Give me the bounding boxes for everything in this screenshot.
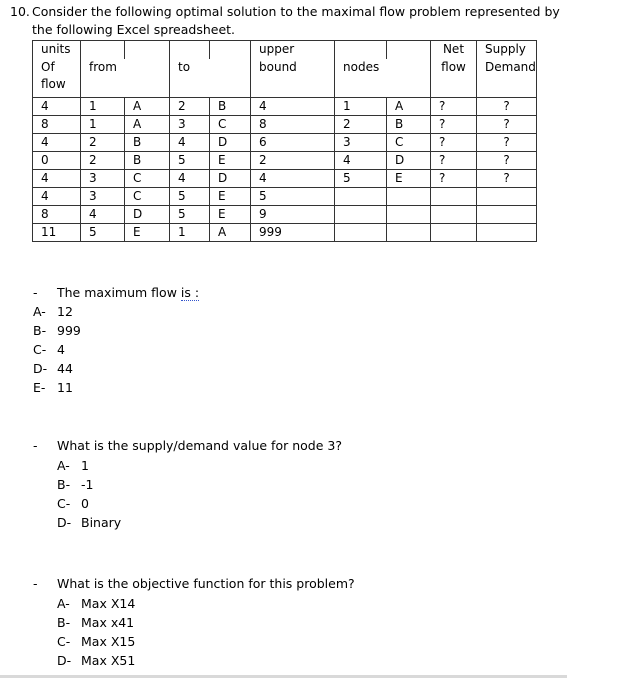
q1-text-tail: is : (180, 285, 200, 300)
header-units: units (33, 41, 81, 60)
question-line-1: Consider the following optimal solution to the maximal flow problem represented by (32, 4, 560, 19)
q1-bullet: - (33, 285, 38, 300)
q3-option-d[interactable]: D- Max X51 (57, 653, 136, 668)
spreadsheet-table (32, 40, 537, 242)
header-upper: upper (251, 41, 335, 60)
q1-option-c[interactable]: C- 4 (33, 342, 65, 357)
header-supply: Supply (477, 41, 537, 60)
header-row-2 (33, 59, 537, 98)
q1-text: The maximum flow (57, 285, 181, 300)
q2-bullet: - (33, 438, 38, 453)
q1-option-e[interactable]: E- 11 (33, 380, 73, 395)
q2-option-d[interactable]: D- Binary (57, 515, 122, 530)
q3-option-a[interactable]: A- Max X14 (57, 596, 136, 611)
header-bound: bound (251, 59, 335, 98)
q2-text: What is the supply/demand value for node 3? (57, 438, 342, 453)
table-row: 4 2 B 4 D 6 3 C ? ? (33, 134, 537, 152)
q2-option-c[interactable]: C- 0 (57, 496, 89, 511)
header-nodes: nodes (335, 59, 431, 98)
table-row: 8 1 A 3 C 8 2 B ? ? (33, 116, 537, 134)
question-number: 10. (10, 4, 30, 19)
table-row: 4 3 C 5 E 5 (33, 188, 537, 206)
header-net: Net (431, 41, 477, 60)
q1-option-d[interactable]: D- 44 (33, 361, 73, 376)
header-flow: flow (41, 77, 66, 91)
q2-option-a[interactable]: A- 1 (57, 458, 89, 473)
q3-bullet: - (33, 576, 38, 591)
header-row-1 (33, 41, 537, 60)
q3-option-b[interactable]: B- Max x41 (57, 615, 135, 630)
table-row: 4 3 C 4 D 4 5 E ? ? (33, 170, 537, 188)
table-row: 11 5 E 1 A 999 (33, 224, 537, 242)
q2-option-b[interactable]: B- -1 (57, 477, 94, 492)
q3-text: What is the objective function for this problem? (57, 576, 355, 591)
header-demand: Demand (477, 59, 537, 98)
table-row: 0 2 B 5 E 2 4 D ? ? (33, 152, 537, 170)
table-row: 4 1 A 2 B 4 1 A ? ? (33, 98, 537, 116)
table-row: 8 4 D 5 E 9 (33, 206, 537, 224)
header-of: Of (41, 60, 55, 74)
question-10-header (10, 3, 620, 39)
q1-option-a[interactable]: A- 12 (33, 304, 73, 319)
question-line-2: the following Excel spreadsheet. (32, 22, 236, 37)
q3-option-c[interactable]: C- Max X15 (57, 634, 136, 649)
header-net-flow: flow (431, 59, 477, 98)
header-to: to (170, 59, 251, 98)
header-from: from (81, 59, 170, 98)
q1-option-b[interactable]: B- 999 (33, 323, 81, 338)
page-bottom-divider (0, 675, 567, 678)
